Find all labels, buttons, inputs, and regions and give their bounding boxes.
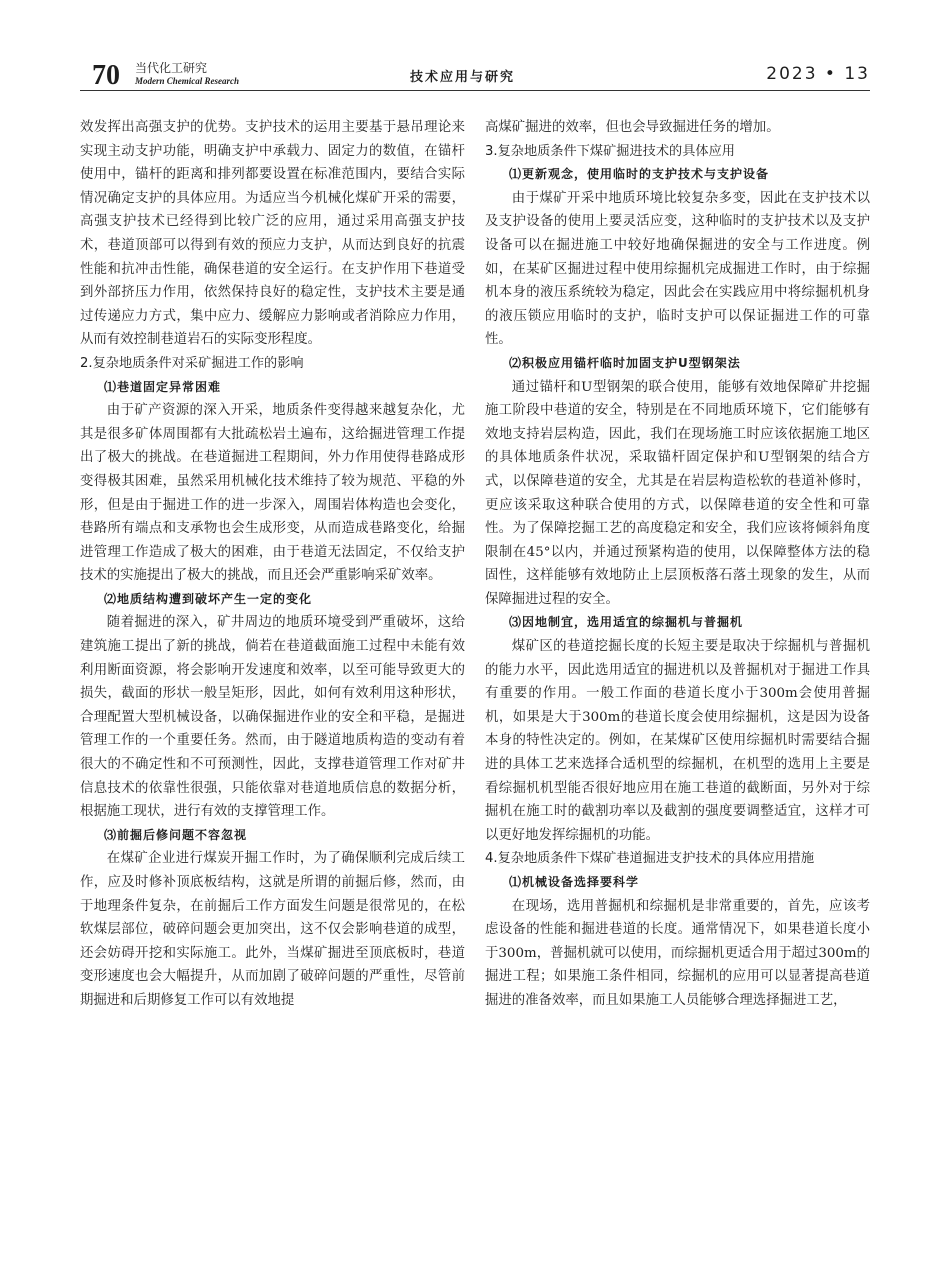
header-divider [80,90,870,91]
subsection-heading: ⑴更新观念，使用临时的支护技术与支护设备 [509,167,770,182]
paragraph: 在煤矿企业进行煤炭开掘工作时，为了确保顺利完成后续工作，应及时修补顶底板结构，这就是所谓的前掘后修，然而，由于地理条件复杂，在前掘后工作方面发生问题是很常见的，在松软煤层部位，破碎问题会更加突出，这不仅会影响巷道的成型，还会妨碍开挖和实际施工。此外，当煤矿掘进至顶底板时，巷道变形速度也会大幅提升，从而加剧了破碎问题的严重性，尽管前期掘进和后期修复工作可以有效地提 [80,851,465,1008]
section-heading: 2.复杂地质条件对采矿掘进工作的影响 [80,355,304,371]
paragraph: 在现场，选用普掘机和综掘机是非常重要的，首先，应该考虑设备的性能和掘进巷道的长度。通常情况下，如果巷道长度小于300m，普掘机就可以使用，而综掘机更适合用于超过300m的掘进工程；如果施工条件相同，综掘机的应用可以显著提高巷道掘进的准备效率，而且如果施工人员能够合理选择掘进工艺， [485,898,870,1008]
journal-title-en: Modern Chemical Research [135,76,240,86]
subsection-heading: ⑵积极应用锚杆临时加固支护U型钢架法 [509,355,741,370]
section-heading: 3.复杂地质条件下煤矿掘进技术的具体应用 [485,143,735,159]
subsection-heading: ⑴机械设备选择要科学 [509,875,640,889]
paragraph: 随着掘进的深入，矿井周边的地质环境受到严重破坏，这给建筑施工提出了新的挑战，倘若在巷道截面施工过程中未能有效利用断面资源，将会影响开发速度和效率，以至可能导致更大的损失，截面的形状一般呈矩形，因此，如何有效利用这种形状，合理配置大型机械设备，以确保掘进作业的安全和平稳，是掘进管理工作的一个重要任务。然而，由于隧道地质构造的变动有着很大的不确定性和不可预测性，因此，支撑巷道管理工作对矿井信息技术的依靠性很强，只能依靠对巷道地质信息的数据分析，根据施工现状，进行有效的支撑管理工作。 [80,615,465,820]
page-header [80,56,870,91]
section-title: 技术应用与研究 [410,70,516,85]
journal-title-cn: 当代化工研究 [135,61,208,75]
subsection-heading: ⑶前掘后修问题不容忽视 [104,827,248,842]
issue-label: 2023 • 13 [766,64,870,84]
left-column [80,116,465,1013]
paragraph: 效发挥出高强支护的优势。支护技术的运用主要基于悬吊理论来实现主动支护功能，明确支护中承载力、固定力的数值，在锚杆使用中，锚杆的距离和排列都要设置在标准范围内，要结合实际情况确定支护的具体应用。为适应当今机械化煤矿开采的需要，高强支护技术已经得到比较广泛的应用，通过采用高强支护技术，巷道顶部可以得到有效的预应力支护，从而达到良好的抗震性能和抗冲击性能，确保巷道的安全运行。在支护作用下巷道受到外部挤压力作用，依然保持良好的稳定性，支护技术主要是通过传递应力方式，集中应力、缓解应力影响或者消除应力作用，从而有效控制巷道岩石的实际变形程度。 [80,120,465,348]
paragraph: 由于矿产资源的深入开采，地质条件变得越来越复杂化，尤其是很多矿体周围都有大批疏松岩土遍布，这给掘进管理工作提出了极大的挑战。在巷道掘进工程期间，外力作用使得巷路成形变得极其困难，虽然采用机械化技术维持了较为规范、平稳的外形，但是由于掘进工作的进一步深入，周围岩体构造也会变化，巷路所有端点和支承物也会生成形变，从而造成巷路变化，给掘进管理工作造成了极大的困难，由于巷道无法固定，不仅给支护技术的实施提出了极大的挑战，而且还会严重影响采矿效率。 [80,403,465,584]
paragraph: 通过锚杆和U型钢架的联合使用，能够有效地保障矿井挖掘施工阶段中巷道的安全，特别是在不同地质环境下，它们能够有效地支持岩层构造，因此，我们在现场施工时应该依据施工地区的具体地质条件状况，采取锚杆固定保护和U型钢架的结合方式，以保障巷道的安全，尤其是在岩层构造松软的巷道补修时，更应该采取这种联合使用的方式，以保障巷道的安全性和可靠性。为了保障挖掘工艺的高度稳定和安全，我们应该将倾斜角度限制在45°以内，并通过预紧构造的使用，以保障整体方法的稳固性，这样能够有效地防止上层顶板落石落土现象的发生，从而保障掘进过程的安全。 [485,379,870,607]
subsection-heading: ⑵地质结构遭到破坏产生一定的变化 [104,591,313,606]
page-number: 70 [92,60,120,91]
right-column [485,116,870,1013]
paragraph: 由于煤矿开采中地质环境比较复杂多变，因此在支护技术以及支护设备的使用上要灵活应变，这种临时的支护技术以及支护设备可以在掘进施工中较好地确保掘进的安全与工作进度。例如，在某矿区掘进过程中使用综掘机完成掘进工作时，由于综掘机本身的液压系统较为稳定，因此会在实践应用中将综掘机机身的液压锁应用临时的支护，临时支护可以保证掘进工作的可靠性。 [485,190,870,348]
paragraph: 煤矿区的巷道挖掘长度的长短主要是取决于综掘机与普掘机的能力水平，因此选用适宜的掘进机以及普掘机对于掘进工作具有重要的作用。一般工作面的巷道长度小于300m会使用普掘机，如果是大于300m的巷道长度会使用综掘机，这是因为设备本身的特性决定的。例如，在某煤矿区使用综掘机时需要结合掘进的具体工艺来选择合适机型的综掘机，在机型的选用上主要是看综掘机机型能否很好地应用在施工巷道的截断面，另外对于综掘机在施工时的截割功率以及截割的强度要调整适宜，这样才可以更好地发挥综掘机的功能。 [485,639,870,843]
section-heading: 4.复杂地质条件下煤矿巷道掘进支护技术的具体应用措施 [485,851,815,867]
subsection-heading: ⑴巷道固定异常困难 [104,379,222,394]
subsection-heading: ⑶因地制宜，选用适宜的综掘机与普掘机 [509,615,744,630]
paragraph: 高煤矿掘进的效率，但也会导致掘进任务的增加。 [485,120,780,135]
